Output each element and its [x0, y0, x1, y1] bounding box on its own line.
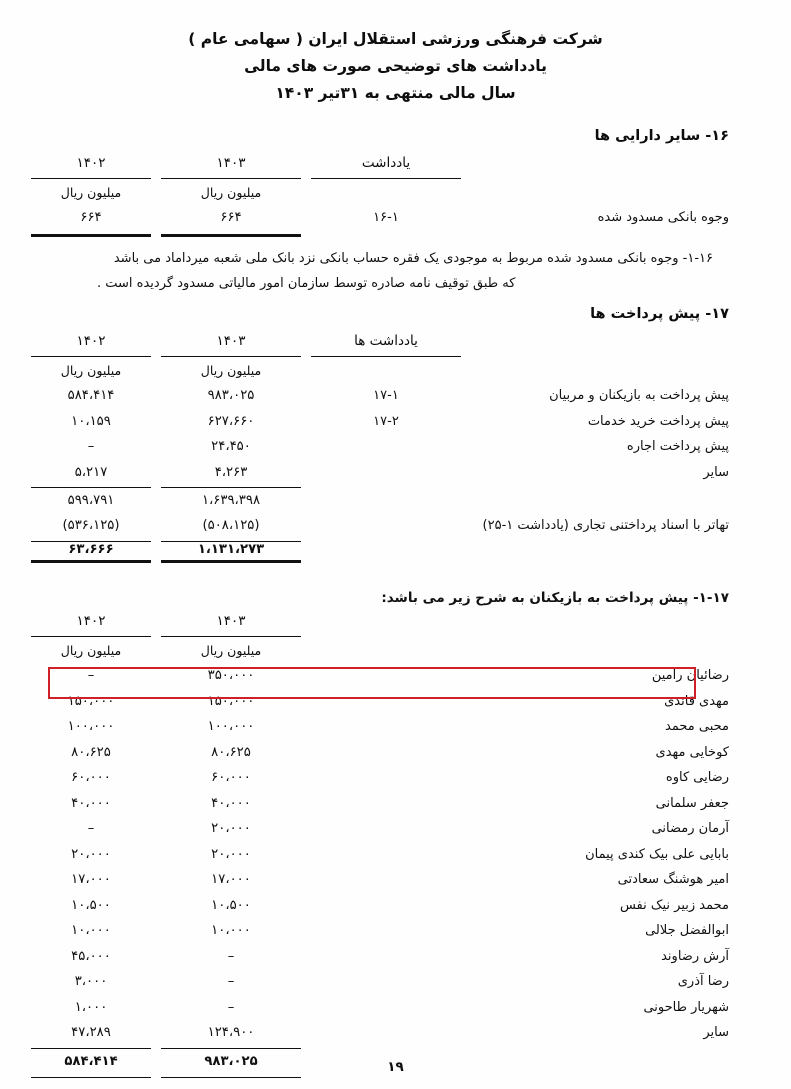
note-17-1-heading: ۱-۱۷- پیش پرداخت به بازیکنان به شرح زیر می باشد:	[381, 590, 729, 606]
player-value-1403: ۱۰،۰۰۰	[211, 923, 251, 939]
player-value-1403: ۸۰،۶۲۵	[211, 744, 251, 760]
subtotal-value-1402: ۵۹۹،۷۹۱	[67, 493, 115, 508]
note-17-heading: ۱۷- پیش پرداخت ها	[590, 306, 729, 322]
row-value-1402: ۵،۲۱۷	[74, 464, 108, 480]
player-value-1402: ۴۷،۲۸۹	[71, 1025, 111, 1041]
table-row	[31, 1020, 729, 1046]
header-spacer	[461, 150, 729, 176]
player-value-1402: ۱،۰۰۰	[74, 999, 108, 1015]
explanation-line-2: که طبق توقیف نامه صادره توسط سازمان امور مالیاتی مسدود گردیده است .	[97, 276, 516, 291]
table-row	[31, 409, 729, 435]
column-header-note: یادداشت	[361, 155, 411, 171]
player-name: امیر هوشنگ سعادتی	[617, 872, 729, 888]
player-name: محبی محمد	[665, 719, 729, 735]
player-value-1402: –	[87, 821, 95, 837]
player-value-1402: ۲۰،۰۰۰	[71, 846, 111, 862]
player-value-1402: ۳،۰۰۰	[74, 974, 108, 990]
table-row	[31, 513, 729, 539]
row-value-1402: –	[87, 439, 95, 455]
player-value-1403: ۲۰،۰۰۰	[211, 821, 251, 837]
column-header-1403: ۱۴۰۳	[216, 333, 246, 349]
table-bottom-rule	[31, 231, 729, 236]
player-name: آرمان رمضانی	[651, 821, 729, 837]
header-spacer	[311, 608, 729, 634]
column-header-1403: ۱۴۰۳	[216, 613, 246, 629]
table-row	[31, 714, 729, 740]
subtotal-row	[31, 488, 729, 514]
total-value-1402: ۵۸۴،۴۱۴	[64, 1053, 118, 1069]
table-row	[31, 918, 729, 944]
note-16-table	[31, 150, 729, 237]
row-value-1402: ۶۶۴	[80, 210, 102, 226]
player-name: رضا آذری	[677, 974, 729, 990]
unit-label-1402: میلیون ریال	[60, 362, 122, 378]
column-header-1402: ۱۴۰۲	[76, 155, 106, 171]
player-name: ابوالفضل جلالی	[645, 923, 729, 939]
row-note-ref	[311, 460, 461, 486]
player-name: بابایی علی بیک کندی پیمان	[585, 846, 729, 862]
player-value-1403: ۴۰،۰۰۰	[211, 795, 251, 811]
explanation-line-1: ۱-۱۶- وجوه بانکی مسدود شده مربوط به موجودی یک فقره حساب بانکی نزد بانک ملی شعبه میرداماد می باشد	[113, 251, 713, 266]
table-row	[31, 663, 729, 689]
player-name: سایر	[703, 1025, 729, 1041]
player-value-1402: ۱۰،۵۰۰	[71, 897, 111, 913]
player-name: کوخایی مهدی	[655, 744, 729, 760]
player-value-1402: ۸۰،۶۲۵	[71, 744, 111, 760]
table-row	[31, 740, 729, 766]
player-value-1403: ۱۰،۵۰۰	[211, 897, 251, 913]
row-note-ref: ۱۶-۱	[373, 210, 399, 226]
row-value-1403: ۶۶۴	[220, 210, 242, 226]
player-value-1403: –	[227, 974, 235, 990]
company-name: شرکت فرهنگی ورزشی استقلال ایران ( سهامی عام )	[188, 30, 603, 48]
table-row	[31, 383, 729, 409]
row-note-ref: ۱۷-۲	[373, 413, 399, 429]
row-value-1403: ۶۲۷،۶۶۰	[207, 413, 255, 429]
table-row	[31, 765, 729, 791]
note-17-table	[31, 328, 729, 563]
table-row	[31, 791, 729, 817]
column-header-note: یادداشت ها	[354, 333, 418, 349]
row-note-ref	[311, 434, 461, 460]
table-header-row	[31, 150, 729, 176]
player-value-1402: ۱۵۰،۰۰۰	[67, 693, 115, 709]
subtotal-value-1403: ۱،۶۳۹،۳۹۸	[201, 493, 261, 508]
row-value-1403: ۲۴،۴۵۰	[211, 439, 251, 455]
column-header-1403: ۱۴۰۳	[216, 155, 246, 171]
player-value-1402: ۶۰،۰۰۰	[71, 770, 111, 786]
row-description: وجوه بانکی مسدود شده	[597, 210, 729, 226]
player-value-1402: ۱۰۰،۰۰۰	[67, 719, 115, 735]
player-name: جعفر سلمانی	[655, 795, 729, 811]
player-name: شهریار طاحونی	[643, 999, 729, 1015]
table-row	[31, 816, 729, 842]
offset-value-1403: (۵۰۸،۱۲۵)	[202, 518, 260, 534]
row-value-1403: ۹۸۳،۰۲۵	[207, 388, 255, 404]
offset-value-1402: (۵۳۶،۱۲۵)	[62, 518, 120, 534]
note-16-1-explanation	[97, 246, 713, 296]
subtotal-description	[461, 488, 729, 514]
column-header-1402: ۱۴۰۲	[76, 333, 106, 349]
row-description: پیش پرداخت به بازیکنان و مربیان	[549, 388, 729, 404]
table-row	[31, 460, 729, 486]
row-description: پیش پرداخت خرید خدمات	[587, 413, 729, 429]
player-value-1403: ۱۰۰،۰۰۰	[207, 719, 255, 735]
row-description: سایر	[703, 464, 729, 480]
player-value-1403: –	[227, 999, 235, 1015]
player-value-1403: ۱۵۰،۰۰۰	[207, 693, 255, 709]
unit-row	[31, 179, 729, 206]
table-row	[31, 205, 729, 231]
player-value-1403: –	[227, 948, 235, 964]
unit-label-1403: میلیون ریال	[200, 362, 262, 378]
player-value-1402: ۱۷،۰۰۰	[71, 872, 111, 888]
table-row	[31, 893, 729, 919]
offset-description: تهاتر با اسناد پرداختنی تجاری (یادداشت ۱-۲۵)	[482, 518, 729, 534]
total-row	[31, 541, 729, 557]
player-value-1402: ۱۰،۰۰۰	[71, 923, 111, 939]
column-header-1402: ۱۴۰۲	[76, 613, 106, 629]
header-spacer	[461, 328, 729, 354]
unit-label-1403: میلیون ریال	[200, 184, 262, 200]
player-value-1402: ۴۵،۰۰۰	[71, 948, 111, 964]
row-value-1402: ۱۰،۱۵۹	[71, 413, 111, 429]
player-name: محمد زبیر نیک نفس	[619, 897, 729, 913]
row-description: پیش پرداخت اجاره	[626, 439, 729, 455]
player-name: رضائیان رامین	[651, 668, 729, 684]
table-row	[31, 969, 729, 995]
table-row	[31, 995, 729, 1021]
table-row	[31, 944, 729, 970]
table-row	[31, 842, 729, 868]
fiscal-period: سال مالی منتهی به ۳۱تیر ۱۴۰۳	[275, 84, 516, 102]
unit-label-1402: میلیون ریال	[60, 184, 122, 200]
unit-label-1402: میلیون ریال	[60, 642, 122, 658]
player-name: رضایی کاوه	[665, 770, 729, 786]
table-header-row	[31, 608, 729, 634]
table-row	[31, 434, 729, 460]
player-value-1402: ۴۰،۰۰۰	[71, 795, 111, 811]
player-value-1403: ۲۰،۰۰۰	[211, 846, 251, 862]
table-row	[31, 689, 729, 715]
table-bottom-rule	[31, 557, 729, 562]
player-value-1402: –	[87, 668, 95, 684]
player-value-1403: ۱۷،۰۰۰	[211, 872, 251, 888]
player-value-1403: ۶۰،۰۰۰	[211, 770, 251, 786]
table-header-row	[31, 328, 729, 354]
player-name: مهدی قائدی	[664, 693, 729, 709]
note-16-heading: ۱۶- سایر دارایی ها	[594, 128, 729, 144]
unit-row	[31, 357, 729, 384]
player-value-1403: ۱۲۴،۹۰۰	[207, 1025, 255, 1041]
player-name: آرش رضاوند	[661, 948, 729, 964]
unit-label-1403: میلیون ریال	[200, 642, 262, 658]
player-value-1403: ۳۵۰،۰۰۰	[207, 668, 255, 684]
total-value-1403: ۹۸۳،۰۲۵	[204, 1053, 258, 1069]
note-17-1-table	[31, 608, 729, 1078]
total-value-1402: ۶۳،۶۶۶	[68, 541, 114, 557]
unit-row	[31, 637, 729, 664]
row-note-ref: ۱۷-۱	[373, 388, 399, 404]
total-value-1403: ۱،۱۳۱،۲۷۳	[197, 541, 265, 557]
row-value-1402: ۵۸۴،۴۱۴	[67, 388, 115, 404]
page-number: ۱۹	[387, 1059, 404, 1075]
table-row	[31, 867, 729, 893]
document-title: یادداشت های توضیحی صورت های مالی	[244, 57, 547, 75]
row-value-1403: ۴،۲۶۳	[214, 464, 248, 480]
document-header	[0, 26, 791, 107]
